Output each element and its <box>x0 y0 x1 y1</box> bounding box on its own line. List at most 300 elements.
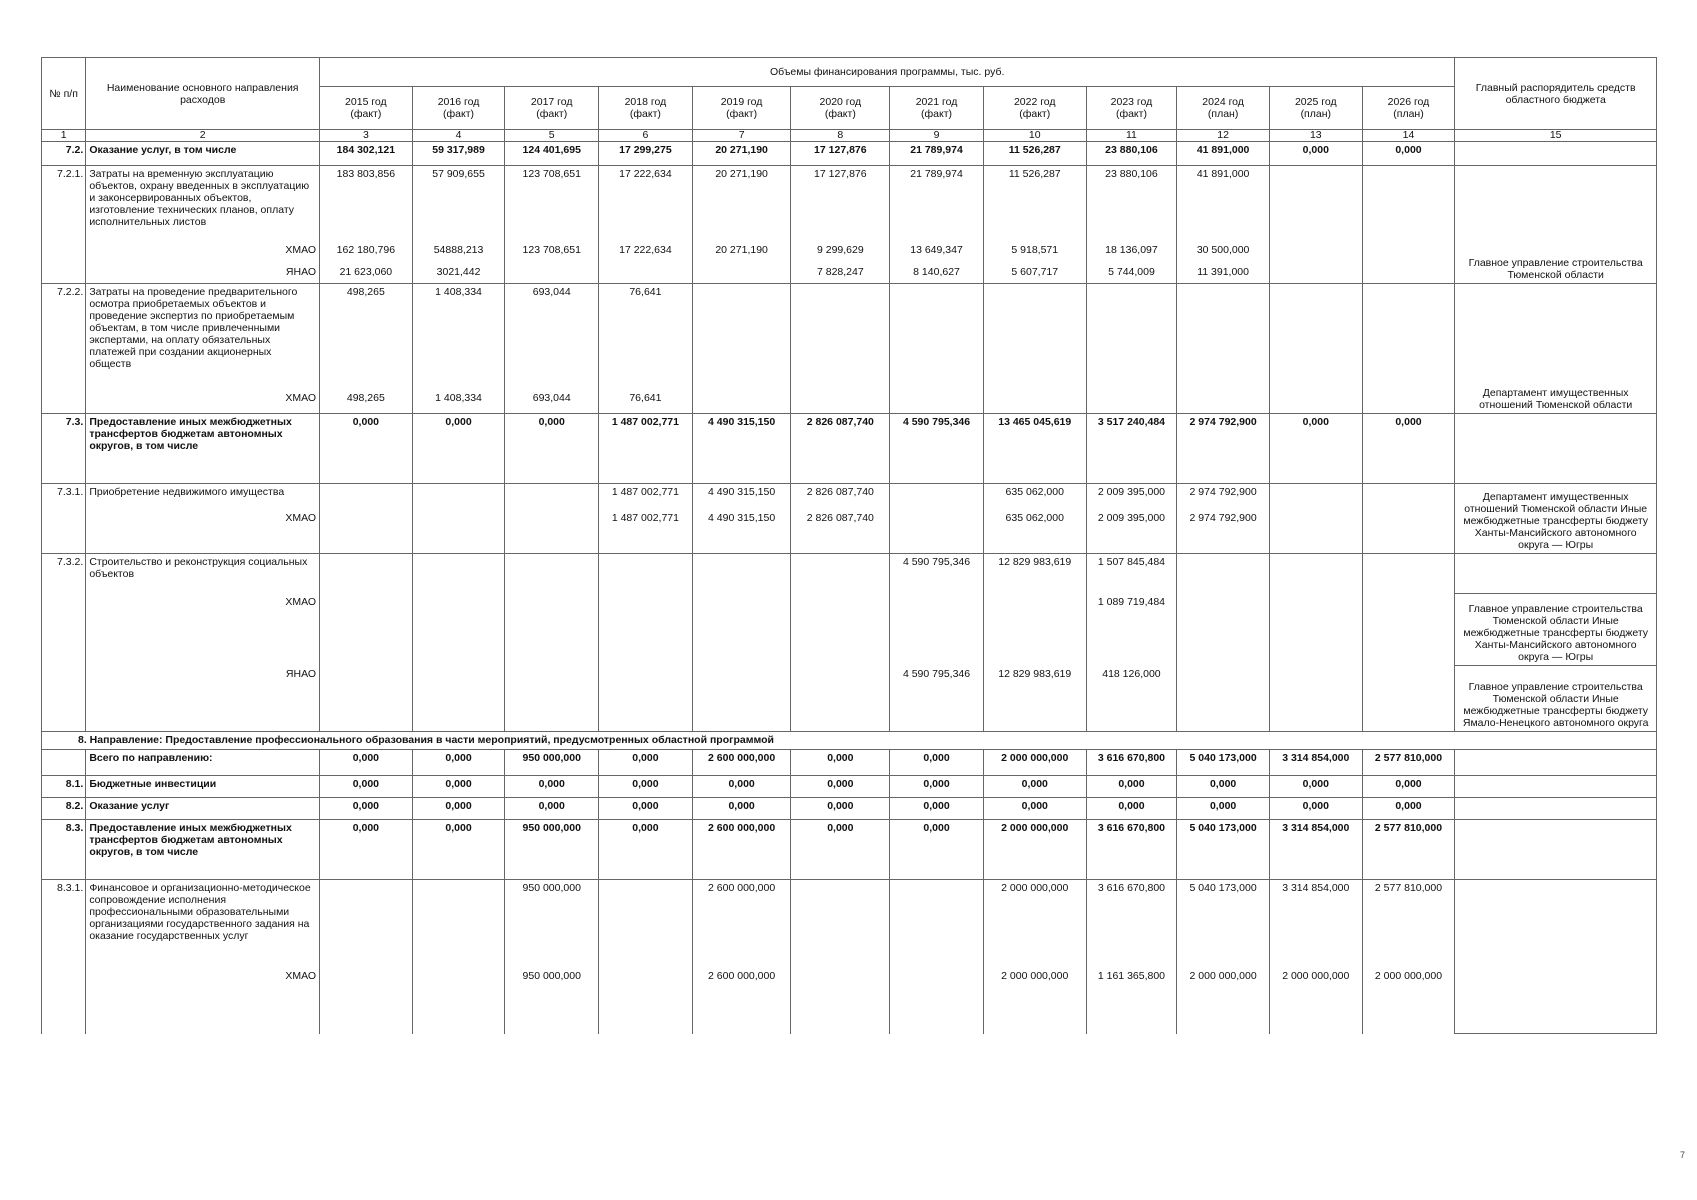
value-cell <box>412 510 505 554</box>
distributor-cell: Главное управление строительства Тюменской области <box>1455 166 1657 284</box>
value-cell: 0,000 <box>890 776 984 798</box>
value-cell <box>692 554 791 594</box>
table-row-r81 <box>42 776 1657 798</box>
table-row-r732_yanao <box>42 666 1657 732</box>
value-cell <box>791 390 890 414</box>
value-cell: 2 826 087,740 <box>791 510 890 554</box>
value-cell: 30 500,000 <box>1177 242 1270 264</box>
distributor-cell <box>1455 880 1657 1034</box>
value-cell: 0,000 <box>320 776 413 798</box>
value-cell: 20 271,190 <box>692 142 791 166</box>
row-name: Всего по направлению: <box>86 750 320 776</box>
value-cell: 2 600 000,000 <box>692 750 791 776</box>
value-cell <box>890 510 984 554</box>
value-cell: 3 314 854,000 <box>1269 750 1362 776</box>
value-cell: 693,044 <box>505 284 599 390</box>
value-cell: 1 408,334 <box>412 390 505 414</box>
header-year-3 <box>599 87 693 130</box>
value-cell <box>692 390 791 414</box>
value-cell <box>1177 554 1270 594</box>
value-cell: 0,000 <box>1269 776 1362 798</box>
value-cell: 0,000 <box>1362 776 1455 798</box>
value-cell: 18 136,097 <box>1086 242 1177 264</box>
value-cell: 2 009 395,000 <box>1086 484 1177 510</box>
value-cell: 2 000 000,000 <box>1177 968 1270 1034</box>
table-row-r731_hmao <box>42 510 1657 554</box>
row-name: Затраты на временную эксплуатацию объектов, охрану введенных в эксплуатацию и законсервированных объектов, изготовление технических планов, оплату исполнительных листов <box>86 166 320 242</box>
value-cell <box>692 594 791 666</box>
row-code: 7.3.2. <box>42 554 86 594</box>
header-year-4 <box>692 87 791 130</box>
value-cell: 0,000 <box>1269 414 1362 484</box>
value-cell: 2 577 810,000 <box>1362 750 1455 776</box>
distributor-cell <box>1455 776 1657 798</box>
value-cell: 3 616 670,800 <box>1086 820 1177 880</box>
value-cell <box>1177 390 1270 414</box>
value-cell: 0,000 <box>890 798 984 820</box>
value-cell: 76,641 <box>599 284 693 390</box>
value-cell: 41 891,000 <box>1177 166 1270 242</box>
column-number: 1 <box>42 130 86 142</box>
header-row-top <box>42 58 1657 87</box>
column-number: 6 <box>599 130 693 142</box>
value-cell <box>599 968 693 1034</box>
value-cell: 0,000 <box>983 776 1086 798</box>
row-name: Оказание услуг <box>86 798 320 820</box>
header-year-label: 2025 год <box>1294 96 1337 108</box>
row-code <box>42 242 86 264</box>
value-cell <box>1362 264 1455 284</box>
value-cell: 2 600 000,000 <box>692 820 791 880</box>
value-cell: 54888,213 <box>412 242 505 264</box>
table-row-r721 <box>42 166 1657 242</box>
value-cell <box>505 554 599 594</box>
value-cell: 0,000 <box>599 820 693 880</box>
value-cell: 1 161 365,800 <box>1086 968 1177 1034</box>
value-cell: 0,000 <box>599 750 693 776</box>
header-year-9 <box>1177 87 1270 130</box>
value-cell: 184 302,121 <box>320 142 413 166</box>
value-cell: 0,000 <box>412 750 505 776</box>
header-year-label: 2019 год <box>720 96 763 108</box>
value-cell <box>692 284 791 390</box>
value-cell: 4 490 315,150 <box>692 510 791 554</box>
value-cell: 0,000 <box>692 798 791 820</box>
column-number: 12 <box>1177 130 1270 142</box>
table-row-r83 <box>42 820 1657 880</box>
row-name: Строительство и реконструкция социальных объектов <box>86 554 320 594</box>
value-cell <box>1177 284 1270 390</box>
row-name: Затраты на проведение предварительного осмотра приобретаемых объектов и проведение экспертиз по приобретаемым объектам, в том числе привлеченными экспертами, на оплату обязательных платежей при создании акционерных обществ <box>86 284 320 390</box>
table-row-r722_hmao <box>42 390 1657 414</box>
value-cell: 2 826 087,740 <box>791 484 890 510</box>
header-year-label: 2022 год <box>1013 96 1056 108</box>
value-cell <box>791 284 890 390</box>
row-code: 7.3. <box>42 414 86 484</box>
value-cell: 76,641 <box>599 390 693 414</box>
value-cell: 2 600 000,000 <box>692 880 791 968</box>
value-cell: 418 126,000 <box>1086 666 1177 732</box>
row-region-label: ХМАО <box>86 390 320 414</box>
value-cell <box>983 284 1086 390</box>
value-cell: 2 974 792,900 <box>1177 414 1270 484</box>
value-cell: 0,000 <box>890 750 984 776</box>
value-cell: 17 222,634 <box>599 242 693 264</box>
value-cell: 1 507 845,484 <box>1086 554 1177 594</box>
value-cell: 0,000 <box>1362 414 1455 484</box>
column-number: 13 <box>1269 130 1362 142</box>
header-year-kind: (факт) <box>726 108 758 120</box>
value-cell <box>599 666 693 732</box>
value-cell <box>983 594 1086 666</box>
value-cell: 59 317,989 <box>412 142 505 166</box>
value-cell <box>412 666 505 732</box>
value-cell: 12 829 983,619 <box>983 554 1086 594</box>
value-cell: 0,000 <box>599 776 693 798</box>
value-cell <box>320 484 413 510</box>
value-cell: 0,000 <box>692 776 791 798</box>
value-cell <box>505 666 599 732</box>
value-cell: 3 616 670,800 <box>1086 880 1177 968</box>
value-cell: 0,000 <box>320 820 413 880</box>
header-year-label: 2015 год <box>345 96 387 108</box>
value-cell <box>1269 284 1362 390</box>
value-cell <box>412 484 505 510</box>
column-number: 15 <box>1455 130 1657 142</box>
value-cell <box>890 484 984 510</box>
value-cell: 5 607,717 <box>983 264 1086 284</box>
value-cell: 20 271,190 <box>692 166 791 242</box>
value-cell: 13 465 045,619 <box>983 414 1086 484</box>
value-cell: 17 127,876 <box>791 142 890 166</box>
value-cell <box>320 594 413 666</box>
value-cell: 41 891,000 <box>1177 142 1270 166</box>
value-cell <box>1086 390 1177 414</box>
value-cell <box>320 554 413 594</box>
value-cell: 17 222,634 <box>599 166 693 242</box>
value-cell: 2 009 395,000 <box>1086 510 1177 554</box>
header-year-label: 2024 год <box>1202 96 1244 108</box>
table-row-r8 <box>42 732 1657 750</box>
value-cell <box>791 594 890 666</box>
value-cell <box>890 390 984 414</box>
value-cell <box>791 554 890 594</box>
value-cell: 0,000 <box>320 414 413 484</box>
value-cell: 0,000 <box>983 798 1086 820</box>
value-cell <box>599 880 693 968</box>
column-number: 9 <box>890 130 984 142</box>
row-region-label: ЯНАО <box>86 264 320 284</box>
value-cell <box>1086 284 1177 390</box>
value-cell <box>1269 594 1362 666</box>
value-cell <box>791 880 890 968</box>
value-cell: 21 623,060 <box>320 264 413 284</box>
value-cell: 2 974 792,900 <box>1177 484 1270 510</box>
table-row-r731 <box>42 484 1657 510</box>
value-cell <box>320 880 413 968</box>
value-cell: 0,000 <box>320 750 413 776</box>
value-cell: 123 708,651 <box>505 166 599 242</box>
value-cell: 9 299,629 <box>791 242 890 264</box>
header-distributor: Главный распорядитель средств областного бюджета <box>1455 58 1657 130</box>
column-number: 5 <box>505 130 599 142</box>
value-cell <box>692 666 791 732</box>
row-code <box>42 264 86 284</box>
value-cell: 3 314 854,000 <box>1269 820 1362 880</box>
table-row-r732_hmao <box>42 594 1657 666</box>
value-cell: 3021,442 <box>412 264 505 284</box>
header-year-0 <box>320 87 413 130</box>
value-cell: 0,000 <box>412 820 505 880</box>
row-name: Приобретение недвижимого имущества <box>86 484 320 510</box>
row-name: Предоставление иных межбюджетных трансфертов бюджетам автономных округов, в том числе <box>86 414 320 484</box>
value-cell <box>692 264 791 284</box>
value-cell <box>1177 666 1270 732</box>
value-cell: 2 577 810,000 <box>1362 820 1455 880</box>
value-cell: 2 000 000,000 <box>983 820 1086 880</box>
distributor-cell <box>1455 750 1657 776</box>
value-cell <box>1362 284 1455 390</box>
header-year-7 <box>983 87 1086 130</box>
row-region-label: ХМАО <box>86 510 320 554</box>
value-cell: 3 314 854,000 <box>1269 880 1362 968</box>
value-cell <box>1362 166 1455 242</box>
value-cell: 950 000,000 <box>505 880 599 968</box>
row-code <box>42 594 86 666</box>
value-cell: 0,000 <box>505 776 599 798</box>
value-cell <box>1269 390 1362 414</box>
page-number: 7 <box>1679 1150 1685 1160</box>
value-cell <box>320 666 413 732</box>
value-cell: 0,000 <box>1362 142 1455 166</box>
distributor-cell <box>1455 554 1657 594</box>
value-cell: 11 526,287 <box>983 142 1086 166</box>
value-cell: 11 526,287 <box>983 166 1086 242</box>
value-cell <box>890 968 984 1034</box>
value-cell: 21 789,974 <box>890 142 984 166</box>
header-year-kind: (факт) <box>1115 108 1147 120</box>
value-cell: 17 127,876 <box>791 166 890 242</box>
value-cell <box>412 554 505 594</box>
row-name: Бюджетные инвестиции <box>86 776 320 798</box>
value-cell: 635 062,000 <box>983 510 1086 554</box>
value-cell <box>320 968 413 1034</box>
value-cell: 0,000 <box>791 798 890 820</box>
value-cell: 2 577 810,000 <box>1362 880 1455 968</box>
header-year-10 <box>1269 87 1362 130</box>
header-year-6 <box>890 87 984 130</box>
value-cell: 5 040 173,000 <box>1177 750 1270 776</box>
value-cell <box>505 510 599 554</box>
header-year-2 <box>505 87 599 130</box>
value-cell <box>320 510 413 554</box>
value-cell: 498,265 <box>320 284 413 390</box>
row-region-label: ЯНАО <box>86 666 320 732</box>
value-cell: 635 062,000 <box>983 484 1086 510</box>
distributor-cell <box>1455 820 1657 880</box>
value-cell <box>1269 264 1362 284</box>
row-name: Финансовое и организационно-методическое сопровождение исполнения профессиональными образовательными организациями государственного задания на оказание государственных услуг <box>86 880 320 968</box>
value-cell: 1 487 002,771 <box>599 510 693 554</box>
value-cell: 124 401,695 <box>505 142 599 166</box>
value-cell <box>412 968 505 1034</box>
value-cell <box>599 264 693 284</box>
value-cell <box>1269 242 1362 264</box>
value-cell: 5 744,009 <box>1086 264 1177 284</box>
table-row-r73 <box>42 414 1657 484</box>
row-code: 8.3.1. <box>42 880 86 968</box>
value-cell: 13 649,347 <box>890 242 984 264</box>
value-cell <box>505 264 599 284</box>
distributor-cell <box>1455 414 1657 484</box>
value-cell <box>983 390 1086 414</box>
value-cell: 4 490 315,150 <box>692 414 791 484</box>
value-cell: 11 391,000 <box>1177 264 1270 284</box>
distributor-cell <box>1455 798 1657 820</box>
value-cell <box>1269 666 1362 732</box>
value-cell <box>890 284 984 390</box>
header-year-kind: (факт) <box>824 108 856 120</box>
header-year-8 <box>1086 87 1177 130</box>
value-cell <box>791 666 890 732</box>
value-cell: 2 000 000,000 <box>983 968 1086 1034</box>
table-row-r8_total <box>42 750 1657 776</box>
distributor-cell: Департамент имущественных отношений Тюменской области <box>1455 284 1657 414</box>
value-cell: 0,000 <box>1086 776 1177 798</box>
value-cell: 2 000 000,000 <box>1362 968 1455 1034</box>
value-cell: 0,000 <box>505 414 599 484</box>
row-code <box>42 510 86 554</box>
header-year-kind: (план) <box>1207 108 1239 120</box>
distributor-cell: Главное управление строительства Тюменской области Иные межбюджетные трансферты бюджету Ханты-Мансийского автономного округа — Югры <box>1455 594 1657 666</box>
table-row-r732 <box>42 554 1657 594</box>
value-cell <box>412 594 505 666</box>
value-cell <box>1269 166 1362 242</box>
value-cell: 0,000 <box>1269 798 1362 820</box>
value-cell: 0,000 <box>599 798 693 820</box>
header-year-label: 2023 год <box>1110 96 1153 108</box>
row-code: 8.3. <box>42 820 86 880</box>
value-cell: 0,000 <box>791 776 890 798</box>
row-code: 7.2.1. <box>42 166 86 242</box>
value-cell: 950 000,000 <box>505 968 599 1034</box>
value-cell: 5 040 173,000 <box>1177 820 1270 880</box>
column-number: 7 <box>692 130 791 142</box>
header-no: № п/п <box>42 58 86 130</box>
funding-table <box>41 57 1657 1034</box>
value-cell: 4 590 795,346 <box>890 414 984 484</box>
header-year-label: 2020 год <box>819 96 862 108</box>
value-cell <box>1362 390 1455 414</box>
header-year-label: 2018 год <box>624 96 667 108</box>
header-year-label: 2016 год <box>437 96 480 108</box>
value-cell: 2 000 000,000 <box>983 750 1086 776</box>
value-cell: 8 140,627 <box>890 264 984 284</box>
row-code <box>42 750 86 776</box>
value-cell: 0,000 <box>1362 798 1455 820</box>
value-cell: 1 408,334 <box>412 284 505 390</box>
value-cell <box>412 880 505 968</box>
column-number: 11 <box>1086 130 1177 142</box>
value-cell <box>1269 484 1362 510</box>
value-cell: 162 180,796 <box>320 242 413 264</box>
header-year-kind: (факт) <box>921 108 953 120</box>
header-year-11 <box>1362 87 1455 130</box>
value-cell: 0,000 <box>1177 776 1270 798</box>
distributor-cell: Главное управление строительства Тюменской области Иные межбюджетные трансферты бюджету Ямало-Ненецкого автономного округа <box>1455 666 1657 732</box>
row-region-label: ХМАО <box>86 594 320 666</box>
value-cell: 950 000,000 <box>505 750 599 776</box>
value-cell: 0,000 <box>791 750 890 776</box>
table-row-r72 <box>42 142 1657 166</box>
value-cell: 2 974 792,900 <box>1177 510 1270 554</box>
header-year-label: 2017 год <box>530 96 573 108</box>
value-cell: 0,000 <box>890 820 984 880</box>
value-cell: 0,000 <box>1177 798 1270 820</box>
value-cell: 3 616 670,800 <box>1086 750 1177 776</box>
value-cell: 3 517 240,484 <box>1086 414 1177 484</box>
value-cell: 4 590 795,346 <box>890 554 984 594</box>
row-code: 7.2. <box>42 142 86 166</box>
section-title: 8. Направление: Предоставление профессионального образования в части мероприятий, предусмотренных областной программой <box>42 732 1657 750</box>
table-row-r831 <box>42 880 1657 968</box>
value-cell <box>1177 594 1270 666</box>
value-cell <box>1362 242 1455 264</box>
value-cell: 0,000 <box>1086 798 1177 820</box>
header-year-label: 2026 год <box>1387 96 1430 108</box>
value-cell <box>791 968 890 1034</box>
row-name: Предоставление иных межбюджетных трансфертов бюджетам автономных округов, в том числе <box>86 820 320 880</box>
value-cell: 2 826 087,740 <box>791 414 890 484</box>
column-number: 2 <box>86 130 320 142</box>
row-code: 7.2.2. <box>42 284 86 390</box>
header-year-kind: (план) <box>1300 108 1332 120</box>
header-year-kind: (план) <box>1393 108 1424 120</box>
value-cell <box>599 594 693 666</box>
row-code <box>42 390 86 414</box>
value-cell: 0,000 <box>791 820 890 880</box>
header-year-kind: (факт) <box>629 108 661 120</box>
row-region-label: ХМАО <box>86 242 320 264</box>
value-cell: 498,265 <box>320 390 413 414</box>
header-funding: Объемы финансирования программы, тыс. руб. <box>320 58 1455 87</box>
table-row-r721_yanao <box>42 264 1657 284</box>
value-cell: 12 829 983,619 <box>983 666 1086 732</box>
value-cell <box>1362 484 1455 510</box>
value-cell: 1 089 719,484 <box>1086 594 1177 666</box>
value-cell <box>1362 594 1455 666</box>
value-cell <box>1269 554 1362 594</box>
row-code: 8.1. <box>42 776 86 798</box>
column-number: 3 <box>320 130 413 142</box>
header-year-5 <box>791 87 890 130</box>
value-cell: 4 490 315,150 <box>692 484 791 510</box>
value-cell: 1 487 002,771 <box>599 484 693 510</box>
row-code: 7.3.1. <box>42 484 86 510</box>
value-cell: 0,000 <box>412 776 505 798</box>
value-cell: 123 708,651 <box>505 242 599 264</box>
value-cell: 693,044 <box>505 390 599 414</box>
value-cell: 20 271,190 <box>692 242 791 264</box>
header-year-kind: (факт) <box>443 108 475 120</box>
value-cell: 2 600 000,000 <box>692 968 791 1034</box>
value-cell: 23 880,106 <box>1086 166 1177 242</box>
value-cell <box>890 594 984 666</box>
header-year-1 <box>412 87 505 130</box>
distributor-cell: Департамент имущественных отношений Тюменской области Иные межбюджетные трансферты бюджету Ханты-Мансийского автономного округа — Югры <box>1455 484 1657 554</box>
value-cell <box>505 484 599 510</box>
value-cell <box>1269 510 1362 554</box>
